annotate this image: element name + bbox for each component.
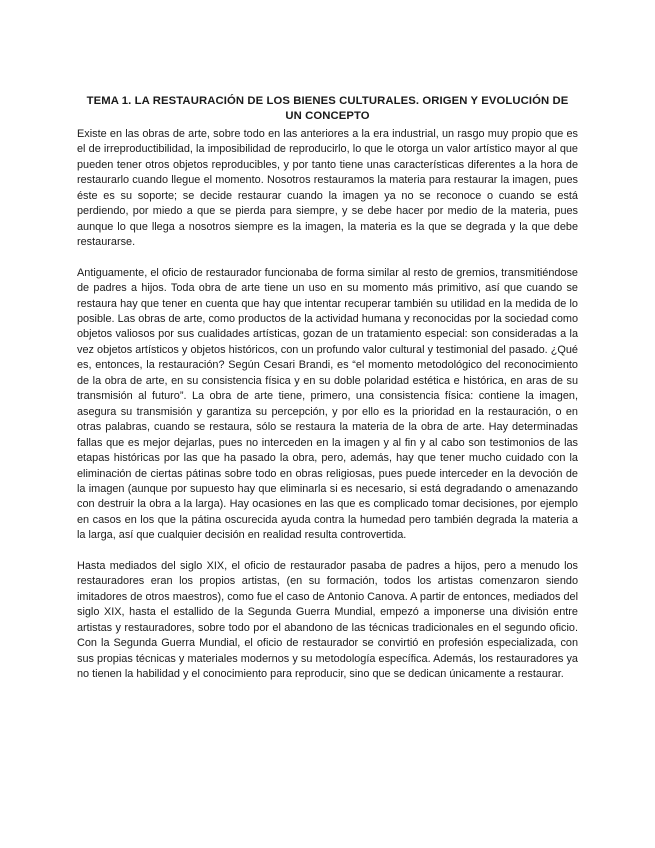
paragraph-2: Antiguamente, el oficio de restaurador funcionaba de forma similar al resto de gremios, transmitiéndose de padres a hijos. Toda obra de arte tiene un uso en su momento más primitivo, así que cuando se restaura hay que tener en cuenta que hay que intentar recuperar también su utilidad en la medida de lo posible. Las obras de arte, como productos de la actividad humana y reconocidas por la sociedad como objetos valiosos por sus cualidades artísticas, gozan de un tratamiento especial: son consideradas a la vez objetos artísticos y objetos históricos, con un profundo valor cultural y testimonial del pasado. ¿Qué es, entonces, la restauración? Según Cesari Brandi, es “el momento metodológico del reconocimiento de la obra de arte, en su consistencia física y en su doble polaridad estética e histórica, en aras de su transmisión al futuro”. La obra de arte tiene, primero, una consistencia física: contiene la imagen, asegura su transmisión y garantiza su percepción, y por ello es la prioridad en la restauración, o en otras palabras, cuando se restaura, sólo se restaura la materia de la obra de arte. Hay determinadas fallas que es mejor dejarlas, pues no interceden en la imagen y al fin y al cabo son testimonios de las etapas históricas por las que ha pasado la obra, pero, además, hay que tener mucho cuidado con la eliminación de ciertas pátinas sobre todo en obras religiosas, pues puede interceder en la devoción de la imagen (aunque por supuesto hay que eliminarla si es necesario, si está degradando o amenazando con destruir la obra a la larga). Hay ocasiones en las que es complicado tomar decisiones, por ejemplo en casos en los que la pátina oscurecida ayuda contra la humedad pero también degrada la materia a la larga, así que cualquier decisión en realidad resulta controvertida. bbox=[77, 266, 578, 542]
document-body bbox=[77, 94, 578, 697]
paragraph-3: Hasta mediados del siglo XIX, el oficio de restaurador pasaba de padres a hijos, pero a menudo los restauradores eran los propios artistas, (en su formación, todos los artistas comenzaron siendo imitadores de otros maestros), como fue el caso de Antonio Canova. A partir de entonces, mediados del siglo XIX, hasta el estallido de la Segunda Guerra Mundial, empezó a imponerse una división entre artistas y restauradores, sobre todo por el abandono de las técnicas tradicionales en el segundo oficio. Con la Segunda Guerra Mundial, el oficio de restaurador se convirtió en profesión especializada, con sus propias técnicas y materiales modernos y su metodología específica. Además, los restauradores ya no tienen la habilidad y el conocimiento para reproducir, sino que se dedican únicamente a restaurar. bbox=[77, 559, 578, 680]
paragraph-1: Existe en las obras de arte, sobre todo en las anteriores a la era industrial, un rasgo muy propio que es el de irreproductibilidad, la imposibilidad de reproducirlo, lo que le otorga un valor artístico mayor al que pueden tener otros objetos reproducibles, y por tanto tiene unas características diferentes a la hora de restaurarlo cuando llegue el momento. Nosotros restauramos la materia para restaurar la imagen, pues éste es su soporte; se decide restaurar cuando la imagen ya no se reconoce o cuando se está perdiendo, por miedo a que se pierda para siempre, y se debe hacer por medio de la materia, pues aunque lo que llega a nosotros siempre es la imagen, la materia es la que se degrada y la que debe restaurarse. bbox=[77, 128, 578, 249]
document-title: TEMA 1. LA RESTAURACIÓN DE LOS BIENES CULTURALES. ORIGEN Y EVOLUCIÓN DE UN CONCEPTO bbox=[86, 95, 569, 122]
